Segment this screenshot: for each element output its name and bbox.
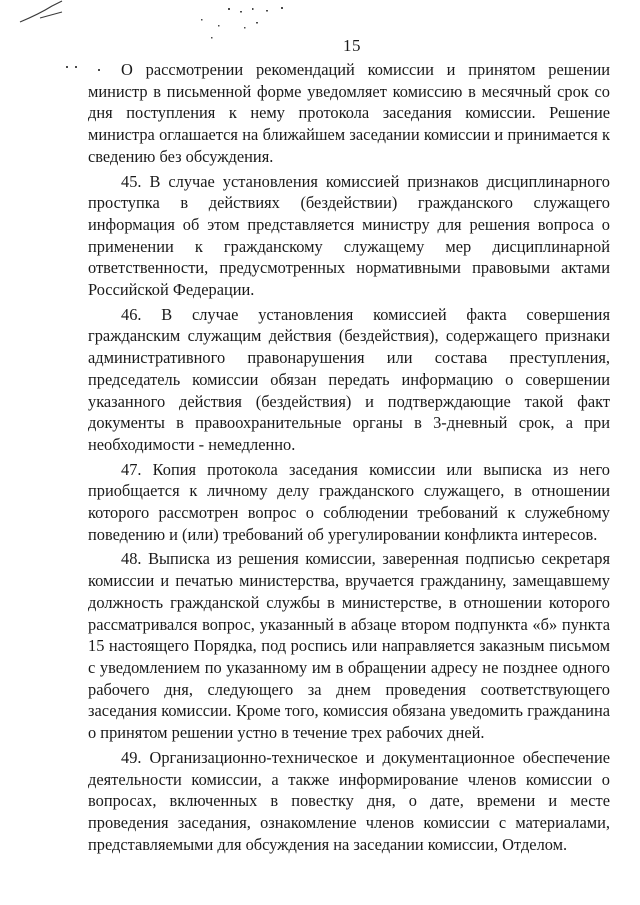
paragraph-text: Выписка из решения комиссии, заверенная подписью секретаря комиссии и печатью министерства, вручается гражданину, замещавшему должность гражданской службы в министерстве, в отношении которого рассматривался вопрос, указанный в абзаце втором подпункта «б» пункта 15 настоящего Порядка, под роспись или направляется заказным письмом с уведомлением по указанному им в обращении адресу не позднее одного рабочего дня, следующего за днем проведения соответствующего заседания комиссии. Кроме того, комиссия обязана уведомить гражданина о принятом решении устно в течение трех рабочих дней. xyxy=(88,549,610,743)
paragraph-text: Копия протокола заседания комиссии или выписка из него приобщается к личному делу гражданского служащего, в отношении которого рассмотрен вопрос о соблюдении требований к служебному поведению и (или) требований об урегулировании конфликта интересов. xyxy=(88,459,610,544)
paragraph xyxy=(88,171,610,301)
paragraph-text: В случае установления комиссией факта совершения гражданским служащим действия (бездействия), содержащего признаки административного правонарушения или состава преступления, председатель комиссии обязан передать информацию о совершении указанного действия (бездействия) и подтверждающие такой факт документы в правоохранительные органы в 3-дневный срок, а при необходимости - немедленно. xyxy=(88,304,610,454)
paragraph xyxy=(88,747,610,856)
paragraph-number: 46. xyxy=(121,304,142,324)
corner-stroke xyxy=(20,1,62,22)
paragraph xyxy=(88,304,610,456)
paragraph-number: 45. xyxy=(121,171,142,191)
document-body xyxy=(88,59,610,858)
paragraph-number: 48. xyxy=(121,549,142,569)
paragraph-text: В случае установления комиссией признаков дисциплинарного проступка в действиях (бездействии) гражданского служащего информация об этом представляется министру для решения вопроса о применении к гражданскому служащему мер дисциплинарной ответственности, предусмотренных нормативными правовыми актами Российской Федерации. xyxy=(88,171,610,300)
paragraph xyxy=(88,459,610,546)
paragraph-number: 47. xyxy=(121,459,142,479)
page-number: 15 xyxy=(343,36,361,55)
paragraph-text: О рассмотрении рекомендаций комиссии и принятом решении министр в письменной форме уведомляет комиссию в месячный срок со дня поступления к нему протокола заседания комиссии. Решение министра оглашается на ближайшем заседании комиссии и принимается к сведению без обсуждения. xyxy=(88,60,610,166)
paragraph-number: 49. xyxy=(121,747,142,767)
paragraph xyxy=(88,548,610,743)
paragraph xyxy=(88,59,610,168)
paragraph-text: Организационно-техническое и документационное обеспечение деятельности комиссии, а также информирование членов комиссии о вопросах, включенных в повестку дня, о дате, времени и месте проведения заседания, ознакомление членов комиссии с материалами, представляемыми для обсуждения на заседании комиссии, Отделом. xyxy=(88,747,610,854)
corner-stroke-2 xyxy=(40,12,62,18)
